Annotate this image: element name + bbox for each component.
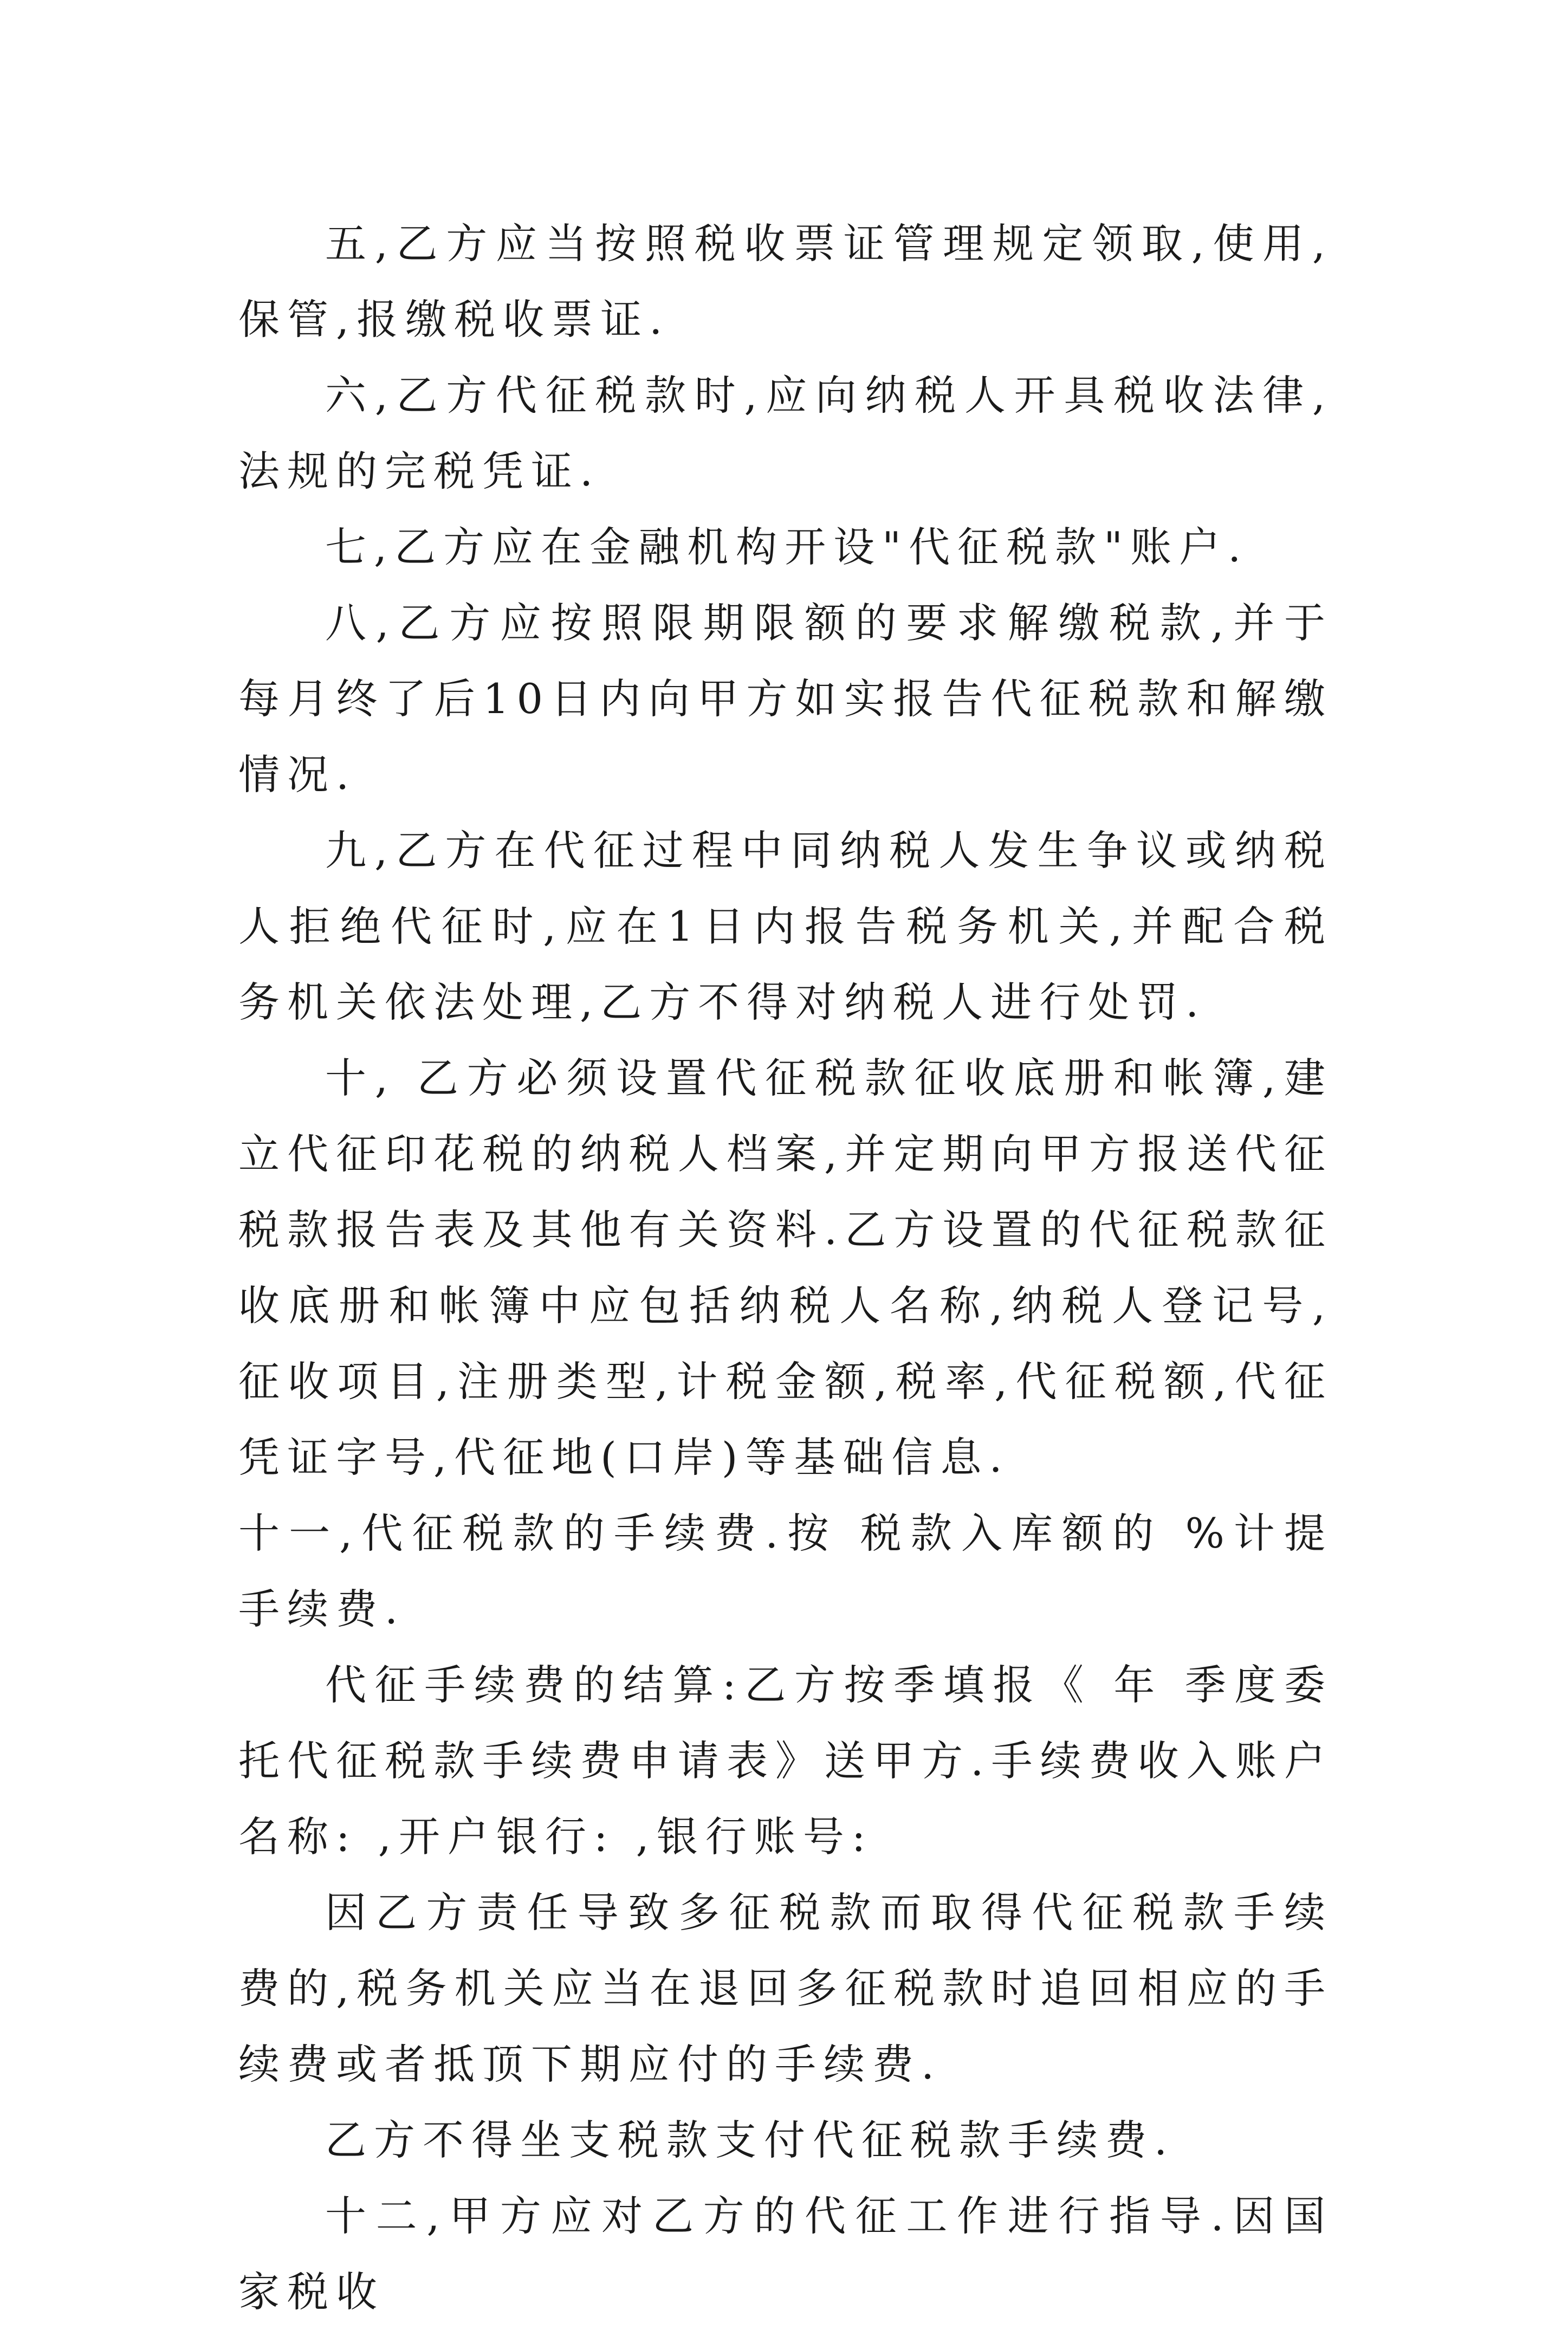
clause-6-paragraph: 六,乙方代征税款时,应向纳税人开具税收法律,法规的完税凭证. <box>238 371 1333 495</box>
clause-10-paragraph: 十, 乙方必须设置代征税款征收底册和帐簿,建立代征印花税的纳税人档案,并定期向甲方报送代征税款报告表及其他有关资料.乙方设置的代征税款征收底册和帐簿中应包括纳税人名称,纳税人登记号,征收项目,注册类型,计税金额,税率,代征税额,代征凭证字号,代征地(口岸)等基础信息. <box>238 1054 1333 1481</box>
clause-8-paragraph: 八,乙方应按照限期限额的要求解缴税款,并于每月终了后10日内向甲方如实报告代征税款和解缴情况. <box>238 599 1333 799</box>
document-page <box>238 206 1333 2330</box>
fee-settlement-paragraph: 代征手续费的结算:乙方按季填报《 年 季度委托代征税款手续费申请表》送甲方.手续费收入账户名称: ,开户银行: ,银行账号: <box>238 1661 1333 1861</box>
clause-12-paragraph: 十二,甲方应对乙方的代征工作进行指导.因国家税收 <box>238 2192 1333 2316</box>
no-offset-paragraph: 乙方不得坐支税款支付代征税款手续费. <box>325 2116 1175 2164</box>
fee-recovery-paragraph: 因乙方责任导致多征税款而取得代征税款手续费的,税务机关应当在退回多征税款时追回相应的手续费或者抵顶下期应付的手续费. <box>238 1888 1333 2088</box>
clause-9-paragraph: 九,乙方在代征过程中同纳税人发生争议或纳税人拒绝代征时,应在1日内报告税务机关,并配合税务机关依法处理,乙方不得对纳税人进行处罚. <box>238 826 1333 1026</box>
clause-5-paragraph: 五,乙方应当按照税收票证管理规定领取,使用,保管,报缴税收票证. <box>238 219 1333 344</box>
clause-11-paragraph: 十一,代征税款的手续费.按 税款入库额的 %计提手续费. <box>238 1509 1333 1633</box>
clause-7-paragraph: 七,乙方应在金融机构开设"代征税款"账户. <box>325 523 1249 571</box>
